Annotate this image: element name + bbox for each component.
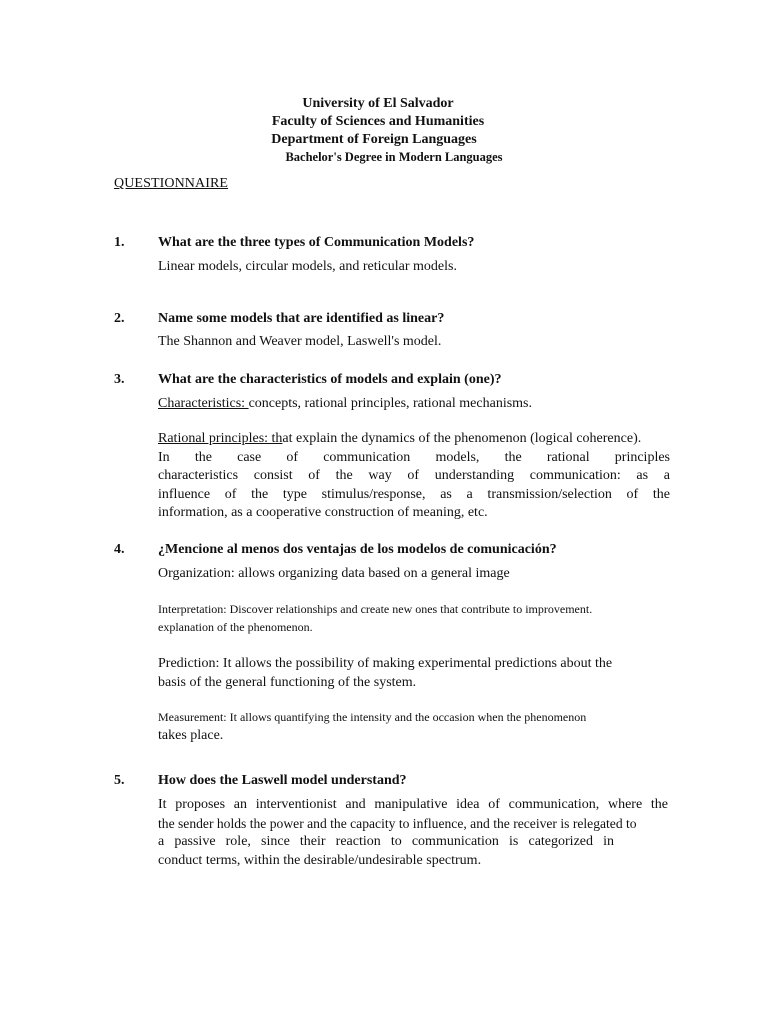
department-name: Department of Foreign Languages	[271, 132, 477, 147]
university-name: University of El Salvador	[302, 96, 454, 111]
characteristics-label: Characteristics:	[158, 396, 249, 411]
question-number: 4.	[114, 542, 125, 557]
prediction-paragraph	[158, 655, 670, 692]
document-title: QUESTIONNAIRE	[114, 176, 229, 191]
interpretation-line-1: Interpretation: Discover relationships and create new ones that contribute to improvement.	[158, 602, 593, 616]
answer-text: Linear models, circular models, and reticular models.	[158, 259, 457, 274]
characteristics-text: concepts, rational principles, rational mechanisms.	[248, 396, 532, 411]
laswell-line-3: a passive role, since their reaction to communication is categorized in	[158, 834, 614, 849]
laswell-line-1: It proposes an interventionist and manipulative idea of communication, where the	[158, 797, 668, 812]
measurement-line-1: Measurement: It allows quantifying the intensity and the occasion when the phenomenon	[158, 710, 587, 724]
interpretation-line-2: explanation of the phenomenon.	[158, 620, 313, 634]
degree-name: Bachelor's Degree in Modern Languages	[285, 150, 503, 164]
rational-line-1: at explain the dynamics of the phenomenon (logical coherence).	[282, 431, 642, 446]
prediction-line-1: Prediction: It allows the possibility of making experimental predictions about the	[158, 656, 613, 671]
prediction-line-2: basis of the general functioning of the system.	[158, 674, 417, 690]
rational-line-5: information, as a cooperative construction of meaning, etc.	[158, 505, 488, 520]
rational-principles-paragraph	[158, 430, 670, 523]
interpretation-paragraph	[158, 600, 678, 636]
laswell-line-2: the sender holds the power and the capacity to influence, and the receiver is relegated to	[158, 815, 637, 831]
question-text: How does the Laswell model understand?	[158, 773, 407, 788]
laswell-answer-paragraph	[158, 796, 668, 870]
question-number: 2.	[114, 311, 125, 326]
question-number: 1.	[114, 235, 125, 250]
faculty-name: Faculty of Sciences and Humanities	[271, 114, 485, 129]
question-number: 3.	[114, 372, 125, 387]
rational-principles-label: Rational principles: th	[158, 431, 283, 446]
rational-line-2: In the case of communication models, the rational principles	[158, 449, 670, 465]
laswell-line-4: conduct terms, within the desirable/undesirable spectrum.	[158, 852, 482, 868]
question-text: What are the characteristics of models and explain (one)?	[158, 372, 502, 387]
question-text: ¿Mencione al menos dos ventajas de los modelos de comunicación?	[158, 542, 557, 557]
organization-text: Organization: allows organizing data based on a general image	[158, 566, 510, 581]
characteristics-paragraph	[158, 395, 670, 414]
answer-text: The Shannon and Weaver model, Laswell's model.	[158, 334, 442, 349]
rational-line-3: characteristics consist of the way of understanding communication: as a	[158, 468, 670, 483]
question-text: What are the three types of Communication Models?	[158, 235, 475, 250]
measurement-line-2: takes place.	[158, 727, 224, 743]
measurement-paragraph	[158, 708, 670, 745]
question-text: Name some models that are identified as linear?	[158, 311, 445, 326]
question-number: 5.	[114, 773, 125, 788]
rational-line-4: influence of the type stimulus/response, as a transmission/selection of the	[158, 486, 670, 502]
